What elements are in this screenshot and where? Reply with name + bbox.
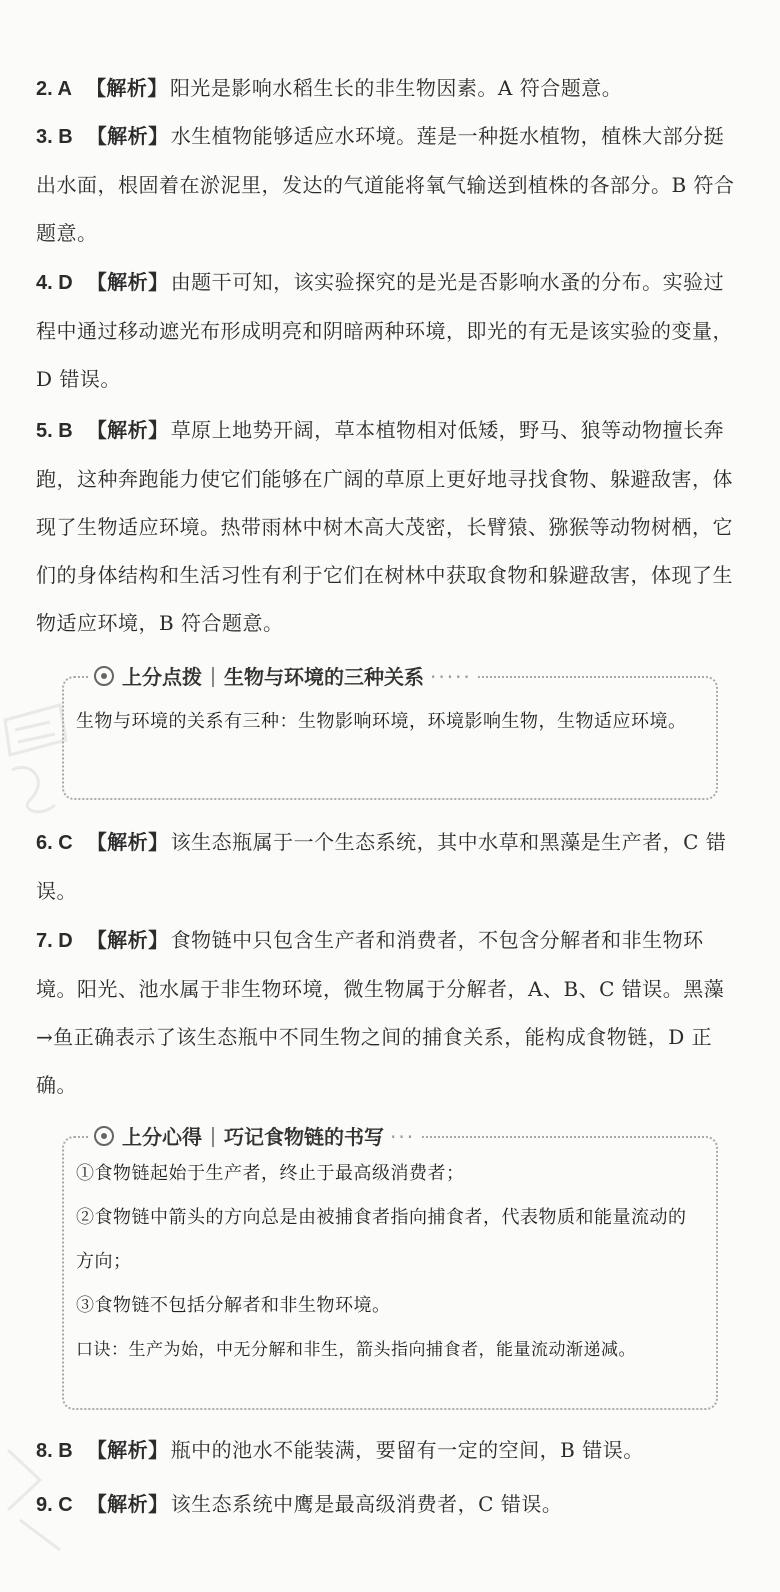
tip-label: 上分点拨 — [122, 665, 202, 689]
stamp-mark — [0, 700, 70, 820]
question-number: 5. B — [36, 420, 73, 442]
question-number: 7. D — [36, 930, 73, 952]
tip-box-relations — [62, 665, 718, 800]
answer-item-8 — [36, 1426, 736, 1475]
analysis-tag: 【解析】 — [85, 76, 168, 100]
target-icon — [94, 1126, 114, 1146]
tip-mnemonic: 口诀：生产为始，中无分解和非生，箭头指向捕食者，能量流动渐递减。 — [76, 1340, 636, 1360]
tip-header — [88, 660, 478, 694]
answer-item-7 — [36, 916, 736, 1109]
tip-header — [88, 1120, 421, 1154]
target-icon — [94, 666, 114, 686]
analysis-text: 水生植物能够适应水环境。莲是一种挺水植物，植株大部分挺出水面，根固着在淤泥里，发达的气道能将氧气输送到植株的各部分。B 符合题意。 — [36, 124, 735, 245]
tip-body — [64, 1138, 716, 1382]
answer-item-3 — [36, 112, 736, 257]
tip-title: 生物与环境的三种关系 — [224, 665, 424, 689]
analysis-text: 该生态系统中鹰是最高级消费者，C 错误。 — [170, 1492, 563, 1516]
tip-box-food-chain — [62, 1125, 718, 1410]
question-number: 8. B — [36, 1440, 73, 1462]
tip-label: 上分心得 — [122, 1125, 202, 1149]
analysis-tag: 【解析】 — [86, 928, 169, 952]
analysis-tag: 【解析】 — [86, 270, 169, 294]
tip-line: ②食物链中箭头的方向总是由被捕食者指向捕食者，代表物质和能量流动的方向； — [76, 1207, 687, 1272]
tip-line: ③食物链不包括分解者和非生物环境。 — [76, 1295, 391, 1316]
analysis-text: 该生态瓶属于一个生态系统，其中水草和黑藻是生产者，C 错误。 — [36, 830, 727, 903]
divider — [212, 1127, 214, 1147]
dots-decoration: ··· — [390, 1125, 416, 1149]
question-number: 2. A — [36, 78, 72, 100]
question-number: 6. C — [36, 832, 73, 854]
question-number: 9. C — [36, 1494, 73, 1516]
dots-decoration: ····· — [430, 665, 472, 689]
analysis-text: 食物链中只包含生产者和消费者，不包含分解者和非生物环境。阳光、池水属于非生物环境，微生物属于分解者，A、B、C 错误。黑藻→鱼正确表示了该生态瓶中不同生物之间的捕食关系，能构成食物链，D 正确。 — [36, 928, 725, 1097]
analysis-text: 由题干可知，该实验探究的是光是否影响水蚤的分布。实验过程中通过移动遮光布形成明亮和阴暗两种环境，即光的有无是该实验的变量，D 错误。 — [36, 270, 733, 391]
answer-item-2 — [36, 64, 736, 113]
analysis-text: 阳光是影响水稻生长的非生物因素。A 符合题意。 — [169, 76, 623, 100]
tip-title: 巧记食物链的书写 — [224, 1125, 384, 1149]
answer-item-5 — [36, 406, 736, 647]
answer-item-4 — [36, 258, 736, 403]
answer-item-6 — [36, 818, 736, 915]
analysis-text: 草原上地势开阔，草本植物相对低矮，野马、狼等动物擅长奔跑，这种奔跑能力使它们能够在广阔的草原上更好地寻找食物、躲避敌害，体现了生物适应环境。热带雨林中树木高大茂密，长臂猿、猕猴等动物树栖，它们的身体结构和生活习性有利于它们在树林中获取食物和躲避敌害，体现了生物适应环境，B 符合题意。 — [36, 418, 733, 635]
analysis-tag: 【解析】 — [86, 1492, 169, 1516]
answer-item-9 — [36, 1480, 736, 1529]
tip-line: ①食物链起始于生产者，终止于最高级消费者； — [76, 1163, 465, 1184]
tip-line: 生物与环境的关系有三种：生物影响环境，环境影响生物，生物适应环境。 — [76, 711, 687, 732]
question-number: 3. B — [36, 126, 73, 148]
analysis-tag: 【解析】 — [86, 124, 169, 148]
analysis-tag: 【解析】 — [86, 418, 169, 442]
question-number: 4. D — [36, 272, 73, 294]
analysis-text: 瓶中的池水不能装满，要留有一定的空间，B 错误。 — [170, 1438, 644, 1462]
analysis-tag: 【解析】 — [86, 830, 169, 854]
divider — [212, 667, 214, 687]
analysis-tag: 【解析】 — [86, 1438, 169, 1462]
